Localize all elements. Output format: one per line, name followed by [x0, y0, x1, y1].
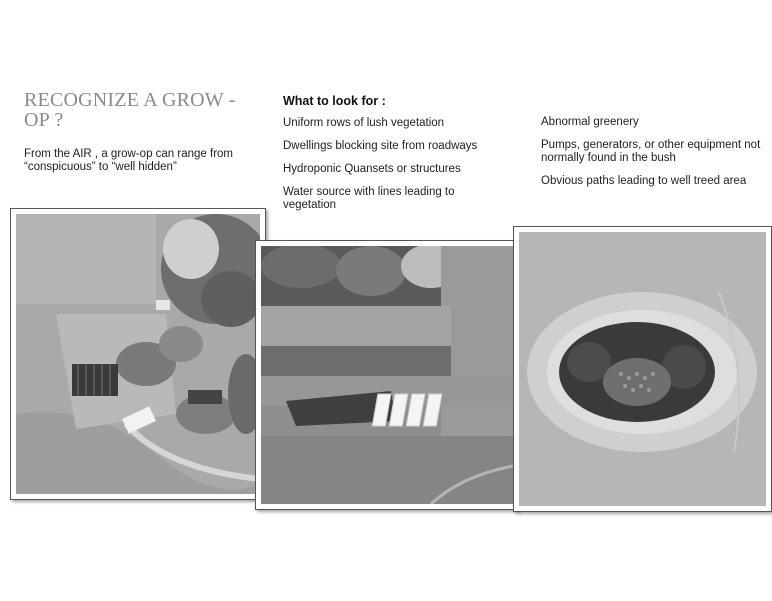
look-for-list: [283, 117, 493, 222]
list-item: Pumps, generators, or other equipment not normally found in the bush: [541, 139, 761, 164]
look-for-list-continued: [541, 116, 761, 198]
aerial-photo-tree-island: [513, 226, 772, 512]
list-item: Dwellings blocking site from roadways: [283, 140, 478, 152]
look-for-heading: What to look for :: [283, 94, 386, 108]
list-item: Abnormal greenery: [541, 116, 639, 128]
list-item: Hydroponic Quansets or structures: [283, 163, 461, 175]
farmstead-image: [16, 214, 260, 494]
tree-island-image: [519, 232, 766, 506]
list-item: Obvious paths leading to well treed area: [541, 175, 747, 187]
list-item: Uniform rows of lush vegetation: [283, 117, 445, 129]
page-subtitle: From the AIR , a grow-op can range from “conspicuous” to “well hidden”: [24, 148, 234, 173]
greenhouses-image: [261, 246, 513, 504]
aerial-photo-greenhouses: [255, 240, 519, 510]
list-item: Water source with lines leading to vegetation: [283, 186, 455, 211]
aerial-photo-farmstead: [10, 208, 266, 500]
page-title: RECOGNIZE A GROW - OP ?: [24, 89, 236, 131]
